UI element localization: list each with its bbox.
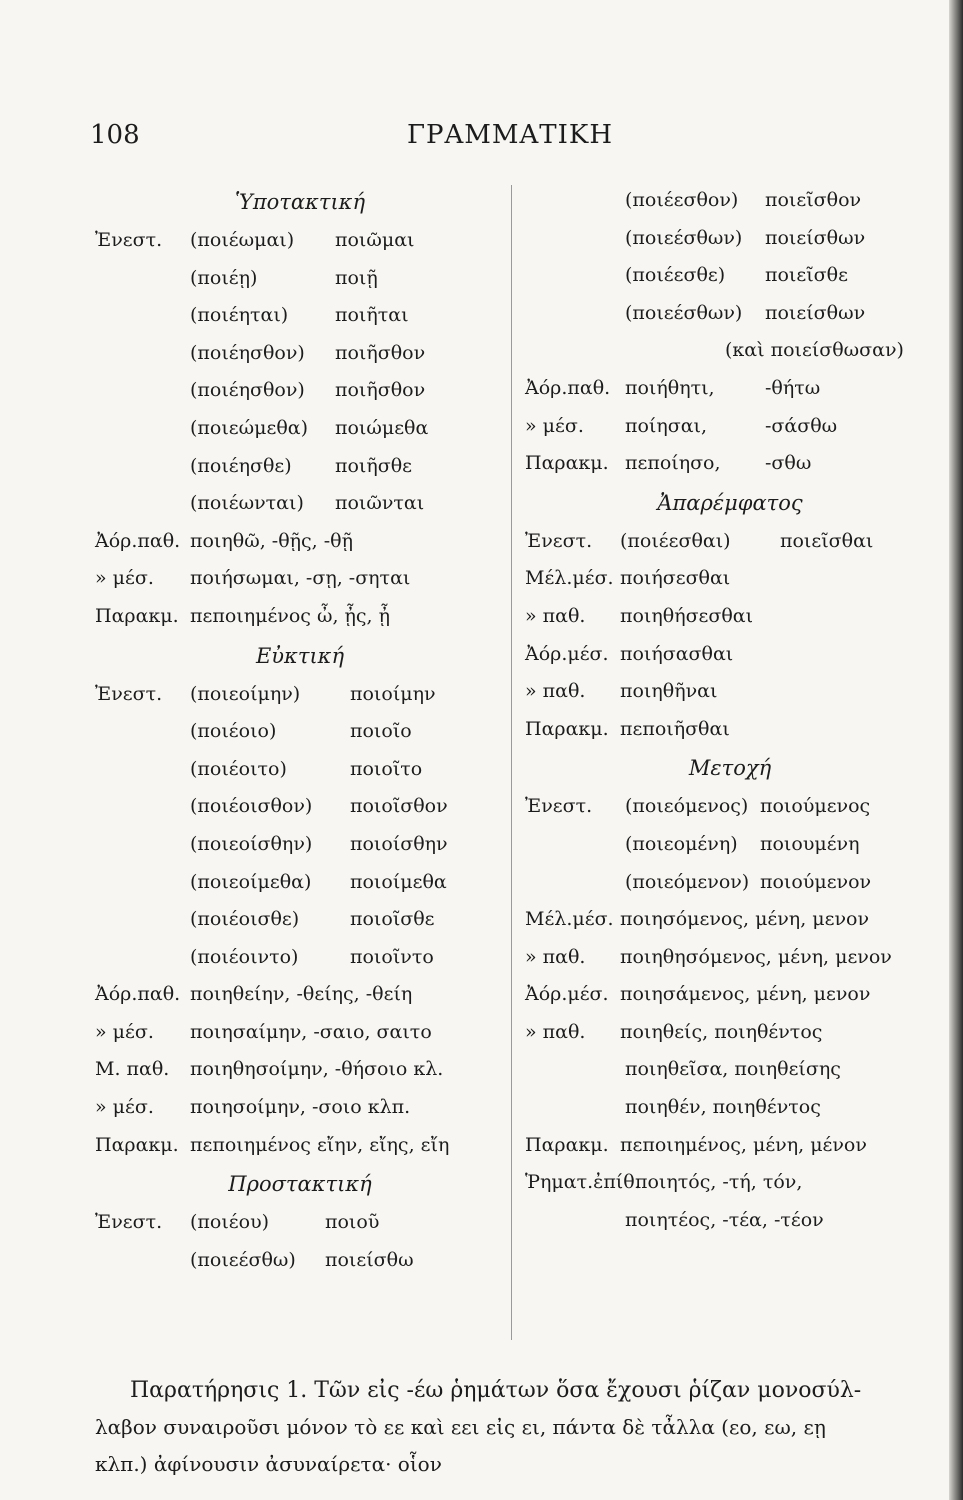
row-tense-label: Ἐνεστ.: [95, 229, 163, 251]
paradigm-row: [95, 297, 505, 335]
paradigm-row: [95, 222, 505, 260]
paradigm-row: [525, 826, 935, 864]
row-form: (ποιέοιντο): [190, 945, 299, 968]
row-tense-label: Ἀόρ.παθ.: [95, 529, 181, 552]
row-contracted-form: ποιοῖντο: [350, 945, 434, 968]
paradigm-row: [95, 676, 505, 714]
row-form: (ποιέεσθαι): [620, 529, 731, 552]
row-form: πεποιημένος ὦ, ᾖς, ᾖ: [190, 604, 391, 627]
row-form: (ποιέοιο): [190, 720, 277, 743]
running-title: ΓΡΑΜΜΑΤΙΚΗ: [406, 120, 614, 150]
participle-rows: [525, 788, 935, 1239]
row-tense-label: Παρακμ.: [525, 452, 609, 475]
row-contracted-form: ποιώμεθα: [335, 416, 429, 439]
paradigm-row: [525, 673, 935, 711]
row-contracted-form: ποιεῖσθον: [765, 189, 862, 211]
paradigm-row: [95, 372, 505, 410]
row-form: ποιηθήσεσθαι: [620, 604, 754, 627]
row-form: (ποιέεσθον): [625, 189, 739, 211]
row-contracted-form: ποιοῖτο: [350, 757, 423, 780]
row-tense-label: Ἐνεστ.: [95, 682, 163, 705]
row-tense-label: Παρακμ.: [525, 717, 609, 740]
row-form: (ποιεώμεθα): [190, 416, 308, 439]
paradigm-row: [525, 1127, 935, 1165]
paradigm-row: [525, 560, 935, 598]
row-tense-label: Μέλ.μέσ.: [525, 567, 614, 590]
paradigm-row: [95, 560, 505, 598]
row-contracted-form: ποιῶνται: [335, 492, 425, 515]
remark-line: Παρατήρησις 1. Τῶν εἰς -έω ῥημάτων ὅσα ἔχουσι ῥίζαν μονοσύλ-: [130, 1378, 862, 1403]
paradigm-row: [95, 410, 505, 448]
row-form: (ποιεομένη): [625, 832, 738, 855]
row-form: ποιήσασθαι: [620, 642, 734, 665]
row-form: (ποιέηται): [190, 304, 289, 327]
row-contracted-form: ποιῆσθον: [335, 379, 426, 402]
paradigm-row: [95, 598, 505, 636]
row-tense-label: » μέσ.: [95, 1096, 154, 1119]
paradigm-row: [95, 901, 505, 939]
row-form: ποιηθησοίμην, -θήσοιο κλ.: [190, 1058, 444, 1081]
row-form: (ποιεοίσθην): [190, 832, 313, 855]
row-contracted-form: ποιουμένη: [760, 832, 860, 855]
paradigm-row: [525, 976, 935, 1014]
row-tense-label: Παρακμ.: [95, 1133, 179, 1156]
row-form: ποιηθησόμενος, μένη, μενον: [620, 945, 892, 968]
row-tense-label: Παρακμ.: [525, 1133, 609, 1156]
paradigm-row: [95, 1204, 505, 1242]
paradigm-row: [95, 335, 505, 373]
row-form: ποιήθητι,: [625, 376, 715, 399]
row-form: ποιητός, -τή, τόν,: [635, 1171, 803, 1194]
row-form: (ποιεόμενον): [625, 870, 750, 893]
row-tense-label: » μέσ.: [95, 1020, 154, 1043]
row-form: ποιηθῆναι: [620, 680, 718, 703]
row-tense-label: Ῥηματ.ἐπίθ.: [525, 1171, 641, 1194]
row-tense-label: » παθ.: [525, 680, 586, 703]
paradigm-row: [525, 295, 935, 333]
row-contracted-form: ποιοίμεθα: [350, 870, 447, 893]
paradigm-row: [525, 370, 935, 408]
right-column: [525, 182, 935, 1239]
paradigm-row: [95, 751, 505, 789]
paradigm-row: [525, 1164, 935, 1202]
row-contracted-form: -σάσθω: [765, 414, 838, 437]
paradigm-row: [95, 826, 505, 864]
row-form: ποιήσεσθαι: [620, 567, 731, 590]
row-contracted-form: ποιείσθω: [325, 1248, 414, 1271]
remark-line: λαβον συναιροῦσι μόνον τὸ εε καὶ εει εἰς ει, πάντα δὲ τἆλλα (εο, εω, εῃ: [95, 1415, 826, 1439]
row-form: (ποιέησθον): [190, 341, 305, 364]
paradigm-row: [95, 1014, 505, 1052]
paradigm-row: [525, 1014, 935, 1052]
paradigm-row: [525, 408, 935, 446]
page-header: [90, 120, 930, 160]
row-tense-label: Ἀόρ.μέσ.: [525, 983, 609, 1006]
row-tense-label: Ἀόρ.παθ.: [525, 376, 611, 399]
paradigm-row: [95, 1242, 505, 1280]
row-tense-label: Ἐνεστ.: [95, 1211, 163, 1234]
row-contracted-form: ποιῶμαι: [335, 229, 415, 251]
row-contracted-form: ποιῆται: [335, 304, 409, 327]
section-heading-participle: Μετοχή: [688, 756, 772, 781]
row-tense-label: Ἐνεστ.: [525, 529, 593, 552]
paradigm-row: [525, 864, 935, 902]
row-tense-label: » παθ.: [525, 604, 586, 627]
row-contracted-form: ποιοίμην: [350, 682, 436, 705]
paradigm-row: [525, 636, 935, 674]
row-contracted-form: ποιοῖσθον: [350, 795, 448, 818]
row-contracted-form: ποιεῖσθαι: [780, 529, 874, 552]
imperative-rows: [95, 1204, 505, 1279]
row-tense-label: Ἐνεστ.: [525, 795, 593, 818]
row-contracted-form: -σθω: [765, 452, 812, 475]
row-form: (ποιέησθε): [190, 454, 292, 477]
row-contracted-form: ποιοῖο: [350, 720, 412, 743]
page-number: 108: [90, 120, 140, 150]
row-form: ποιησαίμην, -σαιο, σαιτο: [190, 1020, 432, 1043]
row-tense-label: » μέσ.: [95, 567, 154, 590]
infinitive-rows: [525, 523, 935, 749]
paradigm-row: [525, 445, 935, 483]
section-heading-infinitive: Ἀπαρέμφατος: [657, 490, 803, 515]
row-form: ποιήσωμαι, -σῃ, -σηται: [190, 567, 411, 590]
imperative-continued-rows: [525, 182, 935, 483]
row-form: ποιησοίμην, -σοιο κλπ.: [190, 1096, 411, 1119]
row-form: (ποιέοισθον): [190, 795, 313, 818]
paradigm-row: [95, 1089, 505, 1127]
paradigm-row: [95, 1051, 505, 1089]
row-form: πεποίησο,: [625, 452, 721, 475]
row-tense-label: » παθ.: [525, 945, 586, 968]
row-form: ποιηθείην, -θείης, -θείη: [190, 983, 413, 1006]
row-tense-label: » παθ.: [525, 1020, 586, 1043]
row-tense-label: » μέσ.: [525, 414, 584, 437]
row-contracted-form: ποιῇ: [335, 266, 378, 289]
row-form: (ποιέεσθε): [625, 264, 726, 287]
paradigm-row: [525, 1051, 935, 1089]
paradigm-row: [525, 182, 935, 220]
row-contracted-form: ποιείσθων: [765, 226, 866, 249]
paradigm-row: [525, 220, 935, 258]
row-form: ποιησόμενος, μένη, μενον: [620, 908, 870, 931]
row-contracted-form: ποιοῦ: [325, 1211, 380, 1234]
row-form: πεποιῆσθαι: [620, 717, 730, 740]
paradigm-row: [525, 901, 935, 939]
row-contracted-form: ποιείσθων: [765, 301, 866, 324]
row-form: (ποιέωνται): [190, 492, 304, 515]
row-form: (ποιέωμαι): [190, 229, 295, 251]
row-form: ποιηθέν, ποιηθέντος: [625, 1096, 821, 1119]
row-contracted-form: -θήτω: [765, 376, 821, 399]
subjunctive-rows: [95, 222, 505, 636]
paradigm-row: [525, 939, 935, 977]
row-form: ποιηθῶ, -θῇς, -θῇ: [190, 529, 353, 552]
row-form: (ποιέου): [190, 1211, 270, 1234]
paradigm-row: [95, 864, 505, 902]
row-form: (ποιεέσθων): [625, 301, 743, 324]
paradigm-row: [95, 713, 505, 751]
paradigm-row: [525, 598, 935, 636]
paradigm-row: [95, 1127, 505, 1165]
section-heading-imperative: Προστακτική: [228, 1172, 372, 1197]
row-form: πεποιημένος εἴην, εἴης, εἴη: [190, 1133, 450, 1156]
row-contracted-form: ποιοίσθην: [350, 832, 448, 855]
column-divider: [511, 185, 512, 1340]
row-tense-label: Ἀόρ.παθ.: [95, 983, 181, 1006]
row-form: (ποιέοιτο): [190, 757, 287, 780]
paradigm-row: [525, 523, 935, 561]
paradigm-row: [525, 711, 935, 749]
paradigm-row: [525, 788, 935, 826]
paradigm-row: [525, 257, 935, 295]
row-form: ποιητέος, -τέα, -τέον: [625, 1208, 824, 1231]
row-form: (ποιεέσθω): [190, 1248, 296, 1271]
row-form: ποιηθεῖσα, ποιηθείσης: [625, 1058, 841, 1081]
row-contracted-form: ποιοῖσθε: [350, 908, 435, 931]
row-form: (ποιέοισθε): [190, 908, 300, 931]
row-form: (ποιεοίμεθα): [190, 870, 312, 893]
row-contracted-form: ποιούμενον: [760, 870, 872, 893]
paradigm-row: [95, 788, 505, 826]
section-heading-subjunctive: Ὑποτακτική: [234, 190, 366, 214]
paradigm-row: [95, 939, 505, 977]
row-contracted-form: ποιῆσθε: [335, 454, 413, 477]
row-contracted-form: ποιούμενος: [760, 795, 871, 818]
paradigm-row: [525, 1089, 935, 1127]
paradigm-row: [95, 976, 505, 1014]
page-edge-shadow: [949, 0, 963, 1500]
row-form: πεποιημένος, μένη, μένον: [620, 1133, 867, 1156]
paradigm-row: [95, 523, 505, 561]
row-form: ποιηθείς, ποιηθέντος: [620, 1020, 823, 1043]
row-form: (ποιεέσθων): [625, 226, 743, 249]
remark-paragraph: [95, 1372, 935, 1483]
row-form: ποιησάμενος, μένη, μενον: [620, 983, 871, 1006]
row-contracted-form: ποιεῖσθε: [765, 264, 848, 287]
row-tense-label: Παρακμ.: [95, 604, 179, 627]
paradigm-row: [95, 260, 505, 298]
row-contracted-form: (καὶ ποιείσθωσαν): [725, 339, 904, 362]
paradigm-row: [525, 1202, 935, 1240]
row-form: (ποιέῃ): [190, 266, 258, 289]
optative-rows: [95, 676, 505, 1165]
paradigm-row: [95, 485, 505, 523]
row-form: (ποιεόμενος): [625, 795, 749, 818]
row-form: (ποιέησθον): [190, 379, 305, 402]
row-tense-label: Ἀόρ.μέσ.: [525, 642, 609, 665]
row-form: ποίησαι,: [625, 414, 708, 437]
row-form: (ποιεοίμην): [190, 682, 301, 705]
section-heading-optative: Εὐκτική: [255, 643, 345, 668]
row-tense-label: Μέλ.μέσ.: [525, 908, 614, 931]
paradigm-row: [95, 448, 505, 486]
row-tense-label: Μ. παθ.: [95, 1058, 170, 1081]
left-column: [95, 182, 505, 1279]
row-contracted-form: ποιῆσθον: [335, 341, 426, 364]
paradigm-row: [525, 332, 935, 370]
remark-line: κλπ.) ἀφίνουσιν ἀσυναίρετα· οἷον: [95, 1452, 442, 1476]
